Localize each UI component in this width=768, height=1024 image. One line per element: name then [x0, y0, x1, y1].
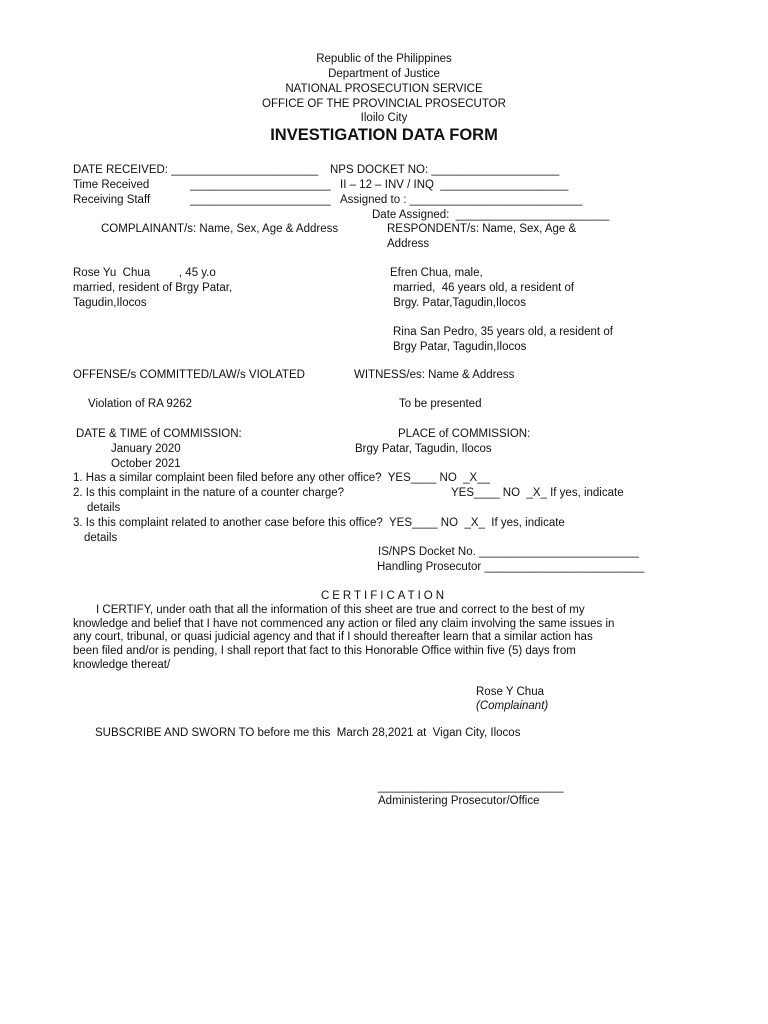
complainant-header: COMPLAINANT/s: Name, Sex, Age & Address — [101, 223, 339, 235]
question-2-details: details — [87, 502, 121, 514]
form-title: INVESTIGATION DATA FORM — [270, 126, 498, 144]
date-commission-header: DATE & TIME of COMMISSION: — [76, 428, 242, 440]
date-commission-value: January 2020 — [111, 443, 181, 455]
administering-prosecutor-label: Administering Prosecutor/Office — [378, 795, 540, 807]
header-service: NATIONAL PROSECUTION SERVICE — [285, 83, 483, 95]
question-2: 2. Is this complaint in the nature of a counter charge? — [73, 487, 345, 499]
offense-header: OFFENSE/s COMMITTED/LAW/s VIOLATED — [73, 369, 305, 381]
time-received-blank: ______________________ — [190, 179, 331, 191]
certification-line: knowledge and belief that I have not commenced any action or filed any claim involving the same issues in — [73, 618, 615, 630]
date-assigned-field: Date Assigned: ________________________ — [372, 209, 610, 221]
date-commission-value: October 2021 — [111, 458, 181, 470]
place-commission-value: Brgy Patar, Tagudin, Ilocos — [355, 443, 492, 455]
header-office: OFFICE OF THE PROVINCIAL PROSECUTOR — [262, 98, 506, 110]
witness-header: WITNESS/es: Name & Address — [354, 369, 515, 381]
assigned-to-field: Assigned to : ___________________________ — [340, 194, 583, 206]
respondent-1-line: Brgy. Patar,Tagudin,Ilocos — [390, 297, 526, 309]
is-nps-docket-field: IS/NPS Docket No. _________________________ — [378, 546, 639, 558]
receiving-staff-label: Receiving Staff — [73, 194, 151, 206]
offense-value: Violation of RA 9262 — [88, 398, 193, 410]
question-1: 1. Has a similar complaint been filed before any other office? YES____ NO _X__ — [73, 472, 491, 484]
question-3: 3. Is this complaint related to another case before this office? YES____ NO _X_ If yes, indicate — [73, 517, 565, 529]
time-received-label: Time Received — [73, 179, 150, 191]
question-3-details: details — [84, 532, 118, 544]
inv-inq-field: II – 12 – INV / INQ ____________________ — [340, 179, 569, 191]
header-republic: Republic of the Philippines — [316, 53, 452, 65]
place-commission-header: PLACE of COMMISSION: — [398, 428, 531, 440]
signature-line: _____________________________ — [378, 781, 564, 793]
respondent-2-line: Brgy Patar, Tagudin,Ilocos — [393, 341, 527, 353]
header-department: Department of Justice — [328, 68, 440, 80]
respondent-1-line: Efren Chua, male, — [390, 267, 483, 279]
respondent-header-cont: Address — [387, 238, 430, 250]
respondent-2-line: Rina San Pedro, 35 years old, a resident of — [393, 326, 613, 338]
complainant-line: Rose Yu Chua , 45 y.o — [73, 267, 216, 279]
nps-docket-field: NPS DOCKET NO: ____________________ — [330, 164, 560, 176]
signer-name: Rose Y Chua — [476, 686, 544, 698]
question-2-answer: YES____ NO _X_ If yes, indicate — [451, 487, 624, 499]
certification-line: knowledge thereat/ — [73, 659, 171, 671]
complainant-line: Tagudin,Ilocos — [73, 297, 147, 309]
certification-title: CERTIFICATION — [320, 590, 448, 602]
respondent-header: RESPONDENT/s: Name, Sex, Age & — [387, 223, 577, 235]
handling-prosecutor-field: Handling Prosecutor _________________________ — [377, 561, 645, 573]
header-city: Iloilo City — [360, 112, 408, 124]
certification-line: I CERTIFY, under oath that all the information of this sheet are true and correct to the best of my — [96, 604, 585, 616]
sworn-statement: SUBSCRIBE AND SWORN TO before me this March 28,2021 at Vigan City, Ilocos — [95, 727, 521, 739]
certification-line: any court, tribunal, or quasi judicial agency and that if I should thereafter learn that a similar action has — [73, 631, 593, 643]
witness-value: To be presented — [399, 398, 482, 410]
signer-role: (Complainant) — [476, 700, 549, 712]
certification-line: been filed and/or is pending, I shall report that fact to this Honorable Office within five (5) days from — [73, 645, 576, 657]
respondent-1-line: married, 46 years old, a resident of — [390, 282, 575, 294]
complainant-line: married, resident of Brgy Patar, — [73, 282, 233, 294]
date-received-field: DATE RECEIVED: _______________________ — [73, 164, 319, 176]
receiving-staff-blank: ______________________ — [190, 194, 331, 206]
